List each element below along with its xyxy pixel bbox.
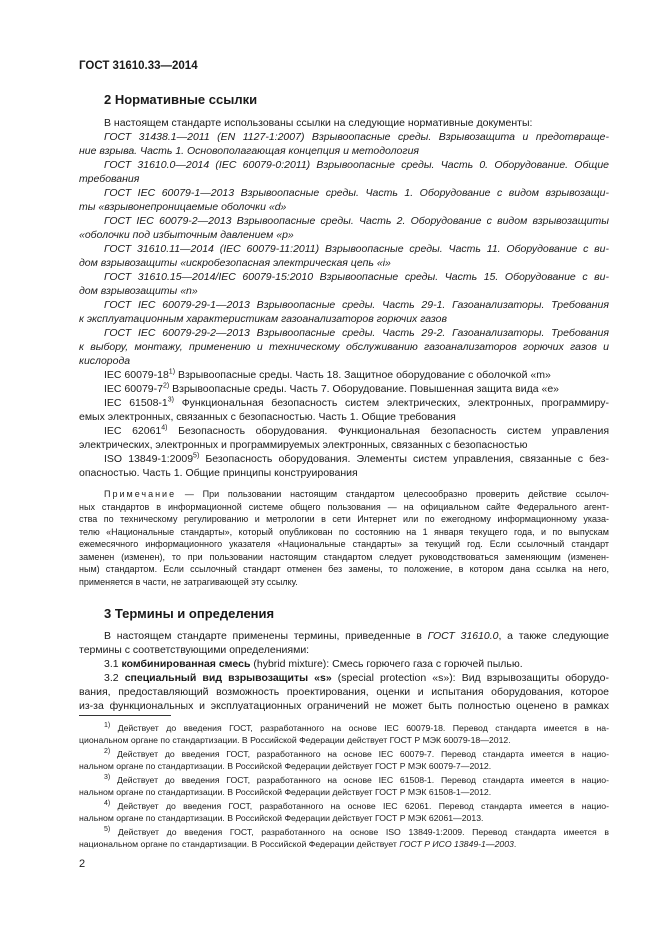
footnote-2-line-1: $^{2)}$ Действует до введения ГОСТ, разработанного на основе IEC 60079-7. Перевод стандарта имеется в нацио- [104, 748, 609, 759]
page-number: 2 [79, 858, 86, 870]
iec-ref-5-line-2: опасностью. Часть 1. Общие принципы конструирования [79, 467, 358, 479]
term-3-2-line-1: 3.2 специальный вид взрывозащиты «s» (special protection «s»): Вид взрывозащиты оборудо- [104, 672, 609, 684]
ref-5-line-1: ГОСТ 31610.11—2014 (IEC 60079-11:2011) Взрывоопасные среды. Часть 11. Оборудование с ви- [104, 243, 609, 255]
ref-1-line-1: ГОСТ 31438.1—2011 (EN 1127-1:2007) Взрывоопасные среды. Взрывозащита и предотвраще- [104, 131, 609, 143]
section-3-title: 3 Термины и определения [104, 606, 275, 621]
iec-ref-1: IEC 60079-18$^{1)}$ Взрывоопасные среды. Часть 18. Защитное оборудование с оболочкой «m» [104, 368, 551, 381]
footnote-1-line-1: $^{1)}$ Действует до введения ГОСТ, разработанного на основе IEC 60079-18. Перевод стандарта имеется в на- [104, 722, 609, 733]
note-line-6: заменен (изменен), то при пользовании настоящим стандартом следует руководствоваться заменяющим (изменен- [79, 551, 609, 562]
ref-7-line-1: ГОСТ IEC 60079-29-1—2013 Взрывоопасные среды. Часть 29-1. Газоанализаторы. Требования [104, 299, 609, 311]
iec-ref-3-line-1: IEC 61508-1$^{3)}$ Функциональная безопасность систем электрических, электронных, программиру- [104, 396, 609, 409]
note-line-4: телю «Национальные стандарты», который опубликован по состоянию на 1 января текущего года, и по выпускам [79, 526, 609, 537]
footnote-3-line-1: $^{3)}$ Действует до введения ГОСТ, разработанного на основе IEC 61508-1. Перевод стандарта имеется в нацио- [104, 774, 609, 785]
note-line-5: ежемесячного информационного указателя «Национальные стандарты» за текущий год. Если ссылочный стандарт [79, 539, 609, 549]
iec-ref-4-line-2: электрических, электронных и программируемых электронных, связанных с безопасностью [79, 439, 528, 451]
note-label: Примечание [104, 489, 177, 499]
ref-1-line-2: ние взрыва. Часть 1. Основополагающая концепция и методология [79, 145, 420, 157]
footnote-1-line-2: циональном органе по стандартизации. В Российской Федерации действует ГОСТ Р МЭК 60079-18—2012. [79, 735, 511, 745]
note-line-8: применяется в части, не затрагивающей эту ссылку. [79, 576, 298, 587]
running-header: ГОСТ 31610.33—2014 [79, 60, 198, 72]
ref-3-line-1: ГОСТ IEC 60079-1—2013 Взрывоопасные среды. Часть 1. Оборудование с видом взрывозащи- [104, 187, 609, 199]
ref-7-line-2: к эксплуатационным характеристикам газоанализаторов горючих газов [79, 313, 447, 325]
note-line-1: Примечание — При пользовании настоящим стандартом целесообразно проверить действие ссылоч- [104, 489, 609, 499]
ref-5-line-2: дом взрывозащиты «искробезопасная электрическая цепь «i» [79, 257, 391, 269]
footnote-4-line-2: нальном органе по стандартизации. В Российской Федерации действует ГОСТ Р МЭК 62061—2013. [79, 813, 484, 823]
ref-2-line-2: требования [79, 173, 140, 185]
ref-4-line-2: «оболочки под избыточным давлением «p» [79, 229, 294, 241]
footnote-4-line-1: $^{4)}$ Действует до введения ГОСТ, разработанного на основе IEC 62061. Перевод стандарта имеется в нацио- [104, 800, 609, 811]
footnote-5-line-1: $^{5)}$ Действует до введения ГОСТ, разработанного на основе ISO 13849-1:2009. Перевод стандарта имеется в [104, 826, 609, 837]
footnote-2-line-2: нальном органе по стандартизации. В Российской Федерации действует ГОСТ Р МЭК 60079-7—2012. [79, 761, 492, 771]
ref-3-line-2: ты «взрывонепроницаемые оболочки «d» [79, 201, 287, 213]
ref-6-line-2: дом взрывозащиты «n» [79, 285, 198, 297]
footnote-3-line-2: нальном органе по стандартизации. В Российской Федерации действует ГОСТ Р МЭК 61508-1—2012. [79, 787, 492, 797]
iec-ref-4-line-1: IEC 62061$^{4)}$ Безопасность оборудования. Функциональная безопасность систем управления [104, 424, 610, 437]
section-3-intro-line-2: термины с соответствующими определениями: [79, 644, 310, 656]
ref-8-line-2: к выбору, монтажу, применению и техническому обслуживанию газоанализаторов горючих газов и [79, 341, 609, 353]
iec-ref-3-line-2: емых электронных, связанных с безопасностью. Часть 1. Общие требования [79, 411, 456, 423]
note-line-3: ства по техническому регулированию и метрологии в сети Интернет или по ежегодному информационному указа- [79, 514, 609, 524]
ref-8-line-1: ГОСТ IEC 60079-29-2—2013 Взрывоопасные среды. Часть 29-2. Газоанализаторы. Требования [104, 327, 609, 339]
iec-ref-2: IEC 60079-7$^{2)}$ Взрывоопасные среды. Часть 7. Оборудование. Повышенная защита вида «e» [104, 382, 560, 395]
ref-8-line-3: кислорода [79, 355, 131, 367]
ref-6-line-1: ГОСТ 31610.15—2014/IEC 60079-15:2010 Взрывоопасные среды. Часть 15. Оборудование с ви- [104, 271, 609, 283]
term-3-2-line-3: из-за функциональных и эксплуатационных ограничений не может быть полностью оценено в рамках [79, 700, 609, 712]
note-line-7: ным) стандартом. Если ссылочный стандарт отменен без замены, то положение, в котором дана ссылка на него, [79, 564, 609, 574]
section-2-intro: В настоящем стандарте использованы ссылки на следующие нормативные документы: [104, 117, 533, 129]
term-3-2-line-2: вания, предоставляющий возможность проектирования, оценки и испытания оборудования, которое [79, 686, 609, 698]
iec-ref-5-line-1: ISO 13849-1:2009$^{5)}$ Безопасность оборудования. Элементы систем управления, связанные с без- [104, 452, 609, 465]
note-line-2: ных стандартов в информационной системе общего пользования — на официальном сайте Федерального агент- [79, 501, 609, 512]
term-3-1: 3.1 комбинированная смесь (hybrid mixture): Смесь горючего газа с горючей пылью. [104, 658, 523, 670]
footnote-5-line-2: национальном органе по стандартизации. В Российской Федерации действует ГОСТ Р ИСО 13849-1—2003. [79, 839, 517, 849]
section-3-intro-line-1: В настоящем стандарте применены термины, приведенные в ГОСТ 31610.0, а также следующие [104, 630, 609, 642]
ref-4-line-1: ГОСТ IEC 60079-2—2013 Взрывоопасные среды. Часть 2. Оборудование с видом взрывозащиты [104, 215, 609, 227]
ref-2-line-1: ГОСТ 31610.0—2014 (IEC 60079-0:2011) Взрывоопасные среды. Часть 0. Оборудование. Общие [104, 159, 609, 171]
footnote-divider [79, 715, 171, 716]
section-2-title: 2 Нормативные ссылки [104, 92, 258, 107]
